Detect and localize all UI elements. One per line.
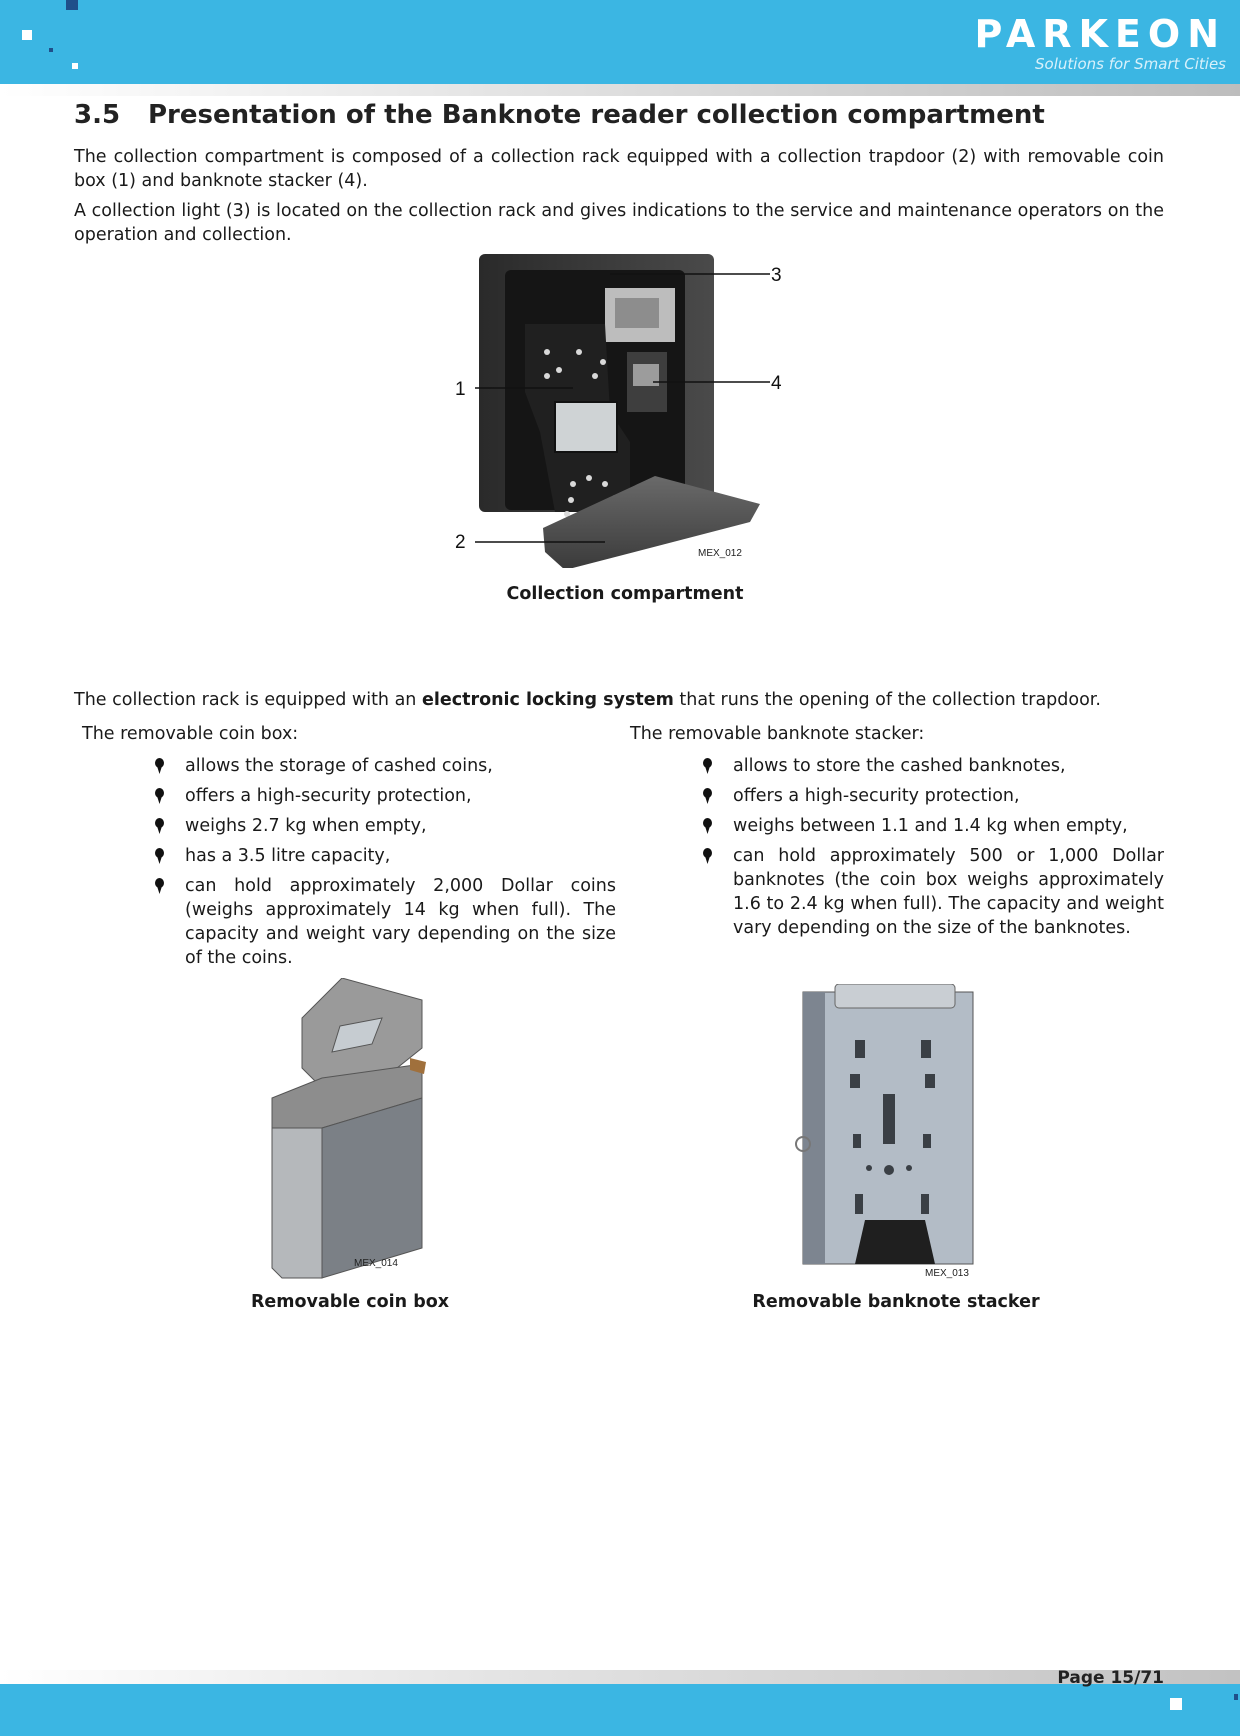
stacker-feature-list (733, 754, 1164, 946)
page-footer (0, 1684, 1240, 1736)
locking-paragraph (74, 688, 1164, 712)
header-decor-square (22, 30, 32, 40)
section-number: 3.5 (74, 100, 121, 130)
coin-box-heading: The removable coin box: (82, 724, 299, 744)
list-item: weighs between 1.1 and 1.4 kg when empty, (733, 814, 1164, 838)
intro-paragraph-1: The collection compartment is composed of a collection rack equipped with a collection trapdoor (2) with removable coin box (1) and banknote stacker (4). (74, 147, 1164, 191)
banknote-stacker-figure (795, 984, 985, 1280)
header-decor-dot (72, 63, 78, 69)
footer-decor-square (1170, 1698, 1182, 1710)
pin-bullet-icon (703, 818, 712, 834)
coin-box-figure (262, 978, 432, 1280)
pin-bullet-icon (155, 758, 164, 774)
list-item: can hold approximately 500 or 1,000 Dollar banknotes (the coin box weighs approximately 1.6 to 2.4 kg when full). The capacity and weight vary depending on the size of the banknotes. (733, 844, 1164, 940)
header-decor-square (66, 0, 78, 10)
coin-box-feature-list (185, 754, 616, 976)
parkeon-logo (946, 14, 1226, 72)
list-item: allows the storage of cashed coins, (185, 754, 616, 778)
footer-decor-dot (1234, 1694, 1238, 1700)
list-item: allows to store the cashed banknotes, (733, 754, 1164, 778)
header-stripe (0, 84, 1240, 96)
pin-bullet-icon (155, 788, 164, 804)
callout-3: 3 (771, 265, 782, 286)
list-item: has a 3.5 litre capacity, (185, 844, 616, 868)
logo-wordmark: PARKEON (974, 12, 1226, 56)
pin-bullet-icon (703, 788, 712, 804)
caption-removable-coin-box: Removable coin box (250, 1292, 450, 1312)
locking-text-start: The collection rack is equipped with an (74, 690, 422, 710)
pin-bullet-icon (155, 848, 164, 864)
list-item: offers a high-security protection, (733, 784, 1164, 808)
locking-text-end: that runs the opening of the collection trapdoor. (673, 690, 1101, 710)
callout-1: 1 (455, 379, 466, 400)
section-title: Presentation of the Banknote reader collection compartment (148, 100, 1045, 130)
stacker-heading: The removable banknote stacker: (630, 724, 925, 744)
image-code-stacker: MEX_013 (925, 1268, 969, 1279)
section-heading (74, 100, 1045, 130)
page-number: Page 15/71 (1057, 1668, 1164, 1688)
image-code-main: MEX_012 (698, 548, 742, 559)
intro-paragraph-2: A collection light (3) is located on the collection rack and gives indications to the service and maintenance operators on the operation and collection. (74, 201, 1164, 245)
list-item: offers a high-security protection, (185, 784, 616, 808)
footer-stripe (0, 1670, 1240, 1684)
image-code-coin-box: MEX_014 (354, 1258, 398, 1269)
pin-bullet-icon (155, 878, 164, 894)
logo-tagline: Solutions for Smart Cities (1035, 55, 1226, 73)
list-item: weighs 2.7 kg when empty, (185, 814, 616, 838)
header-decor-dot (49, 48, 53, 52)
pin-bullet-icon (703, 848, 712, 864)
locking-text-bold: electronic locking system (421, 690, 674, 710)
callout-2: 2 (455, 532, 466, 553)
list-item: can hold approximately 2,000 Dollar coins (weighs approximately 14 kg when full). The capacity and weight vary depending on the size of the coins. (185, 874, 616, 970)
caption-removable-banknote-stacker: Removable banknote stacker (752, 1292, 1040, 1312)
pin-bullet-icon (155, 818, 164, 834)
callout-4: 4 (771, 373, 782, 394)
collection-compartment-figure (455, 252, 795, 568)
pin-bullet-icon (703, 758, 712, 774)
page-header (0, 0, 1240, 84)
caption-collection-compartment: Collection compartment (506, 584, 744, 604)
